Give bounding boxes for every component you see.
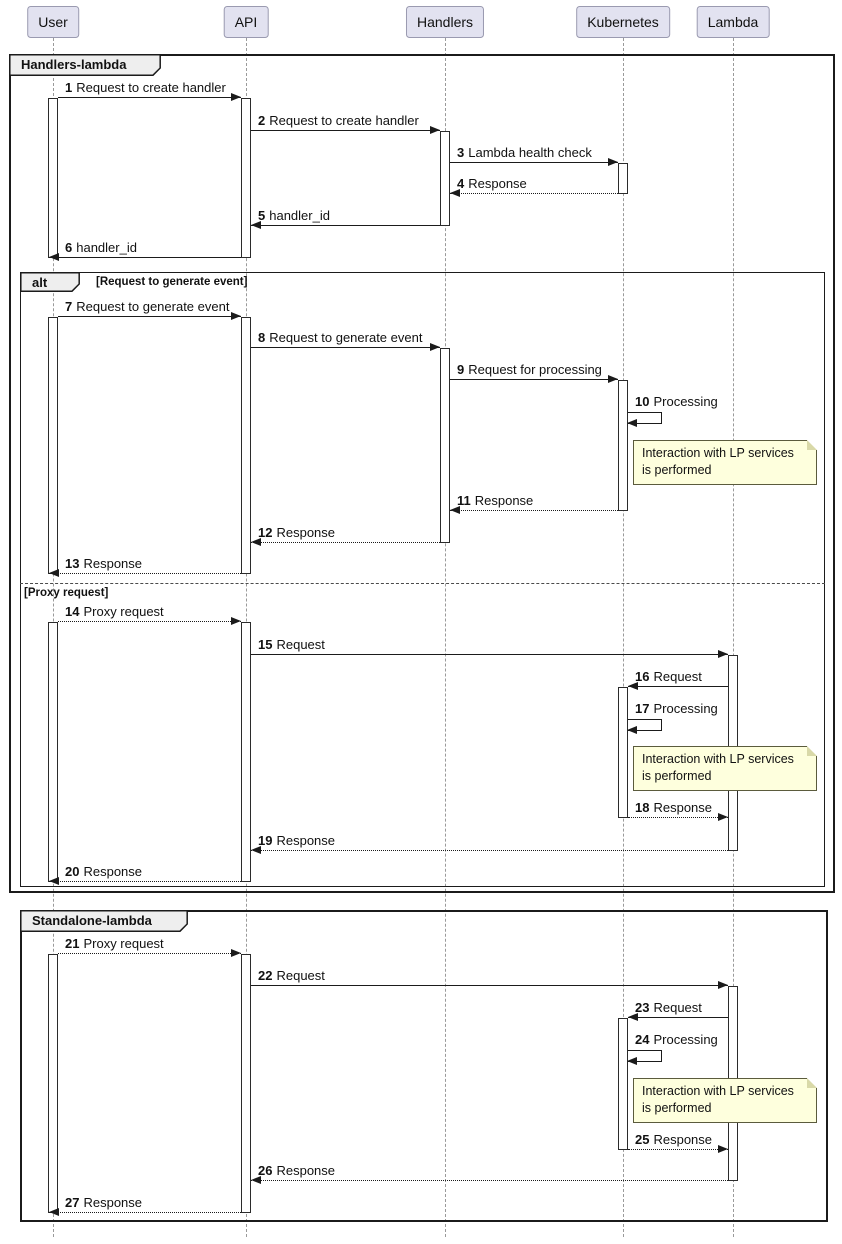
message-line — [628, 1149, 728, 1150]
arrowhead-right-icon — [231, 617, 241, 625]
message-text: Response — [474, 493, 534, 508]
message-label — [457, 493, 533, 508]
message-line — [628, 817, 728, 818]
participant-lambda: Lambda — [697, 6, 770, 38]
message-number: 12 — [258, 525, 273, 540]
note-text-line: Interaction with LP services — [642, 446, 794, 460]
message-number: 10 — [635, 394, 650, 409]
message-number: 3 — [457, 145, 465, 160]
message-label — [258, 330, 422, 345]
note-text-line: is performed — [642, 1101, 712, 1115]
message-number: 20 — [65, 864, 80, 879]
activation-bar — [241, 317, 251, 574]
message-label — [635, 800, 712, 815]
arrowhead-left-icon — [49, 253, 59, 261]
message-text: Processing — [653, 1032, 718, 1047]
message-text: Processing — [653, 701, 718, 716]
message-number: 22 — [258, 968, 273, 983]
message-text: Proxy request — [83, 604, 164, 619]
arrowhead-right-icon — [608, 158, 618, 166]
message-label — [635, 1132, 712, 1147]
message-number: 13 — [65, 556, 80, 571]
activation-bar — [618, 687, 628, 818]
message-line — [58, 97, 241, 98]
message-number: 11 — [457, 493, 471, 508]
message-label — [65, 299, 229, 314]
message-text: handler_id — [269, 208, 330, 223]
message-label — [65, 936, 164, 951]
frame-title: alt — [32, 275, 48, 290]
message-number: 24 — [635, 1032, 650, 1047]
activation-bar — [241, 954, 251, 1213]
note — [633, 746, 817, 791]
message-label — [258, 1163, 335, 1178]
note-text-line: is performed — [642, 769, 712, 783]
message-text: Request to generate event — [269, 330, 423, 345]
message-text: Proxy request — [83, 936, 164, 951]
message-line — [251, 1180, 728, 1181]
message-label — [258, 637, 325, 652]
message-label — [635, 1000, 702, 1015]
message-number: 15 — [258, 637, 273, 652]
frame-condition: [Request to generate event] — [96, 276, 248, 288]
message-line — [628, 686, 728, 687]
arrowhead-right-icon — [430, 343, 440, 351]
message-line — [450, 510, 618, 511]
message-line — [251, 130, 440, 131]
message-text: Request — [653, 1000, 702, 1015]
message-text: Request for processing — [468, 362, 602, 377]
activation-bar — [48, 954, 58, 1213]
arrowhead-right-icon — [718, 1145, 728, 1153]
message-line — [628, 1017, 728, 1018]
message-text: handler_id — [76, 240, 137, 255]
arrowhead-left-icon — [49, 877, 59, 885]
message-label — [65, 80, 226, 95]
message-label — [258, 525, 335, 540]
message-line — [49, 881, 241, 882]
frame-label-shape — [20, 272, 80, 292]
note-text-line: Interaction with LP services — [642, 752, 794, 766]
message-text: Response — [83, 1195, 143, 1210]
message-number: 4 — [457, 176, 465, 191]
message-label — [258, 968, 325, 983]
message-text: Request — [653, 669, 702, 684]
message-text: Request — [276, 637, 325, 652]
arrowhead-left-icon — [49, 1208, 59, 1216]
activation-bar — [618, 380, 628, 511]
message-number: 5 — [258, 208, 266, 223]
message-line — [450, 162, 618, 163]
message-label — [258, 113, 419, 128]
message-line — [251, 985, 728, 986]
message-number: 23 — [635, 1000, 650, 1015]
note-text-line: is performed — [642, 463, 712, 477]
message-text: Response — [276, 525, 336, 540]
message-label — [635, 394, 718, 409]
message-number: 17 — [635, 701, 650, 716]
message-line — [49, 1212, 241, 1213]
message-text: Request to generate event — [76, 299, 230, 314]
message-label — [258, 208, 330, 223]
message-text: Response — [83, 556, 143, 571]
message-number: 27 — [65, 1195, 80, 1210]
message-text: Request to create handler — [76, 80, 226, 95]
alt-divider-condition: [Proxy request] — [24, 587, 109, 599]
arrowhead-left-icon — [49, 569, 59, 577]
message-text: Processing — [653, 394, 718, 409]
message-line — [251, 347, 440, 348]
message-number: 19 — [258, 833, 273, 848]
arrowhead-right-icon — [718, 813, 728, 821]
activation-bar — [618, 1018, 628, 1150]
activation-bar — [48, 98, 58, 258]
message-number: 14 — [65, 604, 80, 619]
message-line — [450, 193, 618, 194]
arrowhead-left-icon — [627, 419, 637, 427]
message-label — [65, 604, 164, 619]
message-text: Request to create handler — [269, 113, 419, 128]
message-number: 16 — [635, 669, 650, 684]
activation-bar — [618, 163, 628, 194]
message-line — [49, 573, 241, 574]
frame-standalone-lambda — [20, 910, 828, 1222]
activation-bar — [440, 131, 450, 226]
message-text: Response — [468, 176, 527, 191]
message-label — [635, 701, 718, 716]
message-label — [635, 669, 702, 684]
message-line — [251, 225, 440, 226]
arrowhead-right-icon — [231, 93, 241, 101]
message-number: 26 — [258, 1163, 273, 1178]
message-line — [251, 850, 728, 851]
message-label — [65, 556, 142, 571]
message-line — [58, 316, 241, 317]
message-line — [251, 542, 440, 543]
message-label — [457, 145, 592, 160]
message-number: 8 — [258, 330, 266, 345]
participant-handlers: Handlers — [406, 6, 484, 38]
message-text: Request — [276, 968, 325, 983]
frame-title: Standalone-lambda — [32, 913, 152, 928]
message-number: 9 — [457, 362, 465, 377]
message-label — [635, 1032, 718, 1047]
alt-divider — [20, 583, 825, 584]
frame-title: Handlers-lambda — [21, 57, 127, 72]
message-text: Response — [276, 1163, 336, 1178]
message-label — [457, 362, 602, 377]
message-line — [58, 621, 241, 622]
participant-kubernetes: Kubernetes — [576, 6, 670, 38]
note-text-line: Interaction with LP services — [642, 1084, 794, 1098]
activation-bar — [440, 348, 450, 543]
message-label — [65, 240, 137, 255]
message-number: 7 — [65, 299, 73, 314]
arrowhead-left-icon — [627, 1057, 637, 1065]
message-line — [58, 953, 241, 954]
message-number: 2 — [258, 113, 266, 128]
message-line — [251, 654, 728, 655]
message-number: 6 — [65, 240, 73, 255]
activation-bar — [241, 622, 251, 882]
arrowhead-right-icon — [430, 126, 440, 134]
message-text: Response — [653, 800, 713, 815]
message-number: 1 — [65, 80, 73, 95]
message-number: 25 — [635, 1132, 650, 1147]
arrowhead-left-icon — [627, 726, 637, 734]
message-label — [258, 833, 335, 848]
participant-api: API — [224, 6, 269, 38]
message-label — [65, 1195, 142, 1210]
message-line — [49, 257, 241, 258]
arrowhead-right-icon — [231, 312, 241, 320]
message-text: Response — [83, 864, 143, 879]
message-label — [65, 864, 142, 879]
message-number: 18 — [635, 800, 650, 815]
arrowhead-right-icon — [608, 375, 618, 383]
activation-bar — [241, 98, 251, 258]
message-text: Response — [276, 833, 336, 848]
arrowhead-right-icon — [718, 650, 728, 658]
message-number: 21 — [65, 936, 80, 951]
message-line — [450, 379, 618, 380]
message-text: Response — [653, 1132, 713, 1147]
note — [633, 1078, 817, 1123]
note — [633, 440, 817, 485]
activation-bar — [48, 622, 58, 882]
message-text: Lambda health check — [468, 145, 592, 160]
message-label — [457, 176, 527, 191]
participant-user: User — [27, 6, 79, 38]
arrowhead-right-icon — [231, 949, 241, 957]
frame-alt — [20, 272, 825, 887]
activation-bar — [48, 317, 58, 574]
arrowhead-right-icon — [718, 981, 728, 989]
